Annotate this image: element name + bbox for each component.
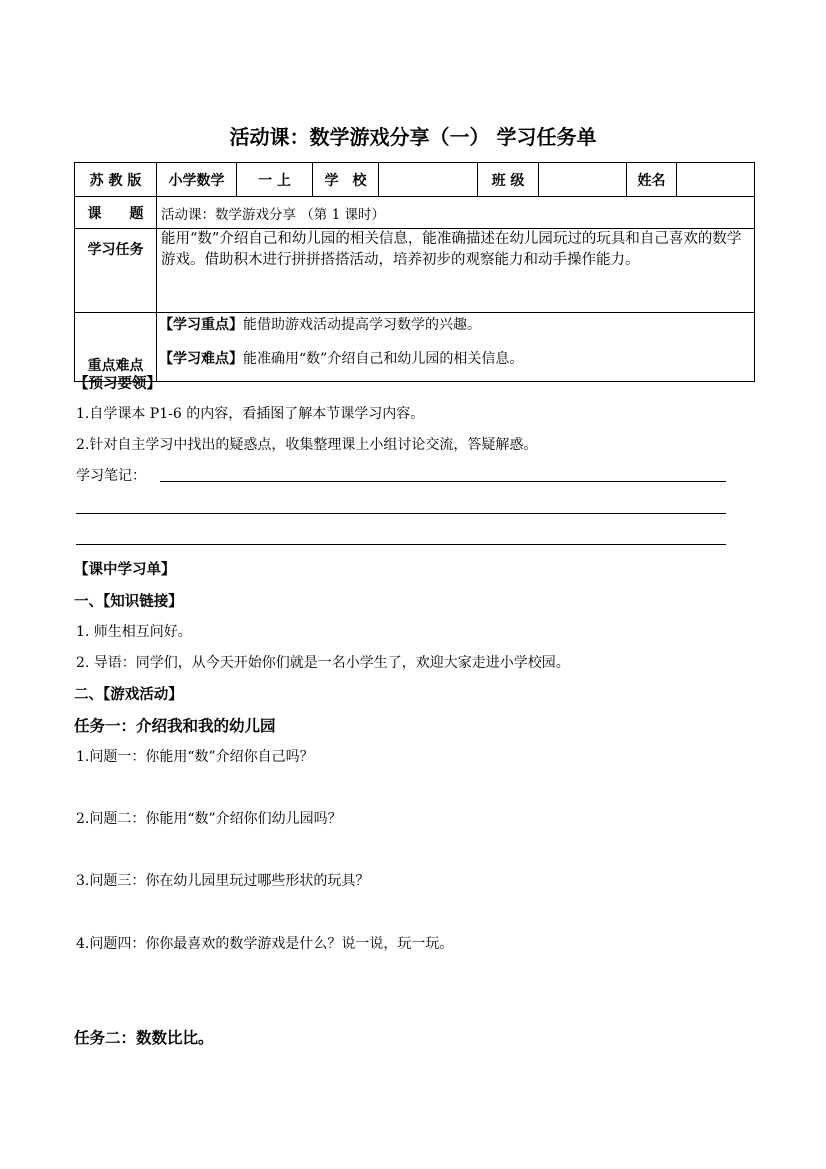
publisher-cell: 苏 教 版: [75, 163, 157, 197]
name-label: 姓名: [627, 163, 677, 197]
notes-line-2[interactable]: [76, 513, 726, 514]
school-label: 学 校: [313, 163, 379, 197]
question-3: 3.问题三：你在幼儿园里玩过哪些形状的玩具？: [76, 873, 370, 889]
subject-cell: 小学数学: [157, 163, 237, 197]
section1-item-2: 2. 导语：同学们，从今天开始你们就是一名小学生了，欢迎大家走进小学校园。: [76, 655, 570, 671]
topic-value: 活动课：数学游戏分享 （第 1 课时）: [157, 197, 755, 229]
grade-cell: 一 上: [237, 163, 313, 197]
key-label: 重点难点: [75, 313, 157, 382]
difficulty-line: [159, 349, 752, 369]
info-table: [74, 162, 755, 382]
preview-heading: 【预习要领】: [74, 376, 161, 392]
info-row-header: [75, 163, 755, 197]
difficulty-text: 能准确用“数”介绍自己和幼儿园的相关信息。: [243, 351, 524, 367]
class-field[interactable]: [539, 163, 627, 197]
key-points-cell: [157, 313, 755, 382]
question-1: 1.问题一：你能用“数”介绍你自己吗？: [76, 749, 314, 765]
page-title: 活动课：数学游戏分享（一） 学习任务单: [229, 125, 597, 149]
notes-line-1[interactable]: [160, 481, 726, 482]
info-row-topic: [75, 197, 755, 229]
in-class-heading: 【课中学习单】: [74, 562, 176, 578]
task2-heading: 任务二：数数比比。: [74, 1029, 214, 1047]
notes-line-3[interactable]: [76, 544, 726, 545]
notes-label: 学习笔记：: [76, 468, 146, 484]
section1-heading: 一、【知识链接】: [74, 594, 183, 610]
task-label: 学习任务: [75, 229, 157, 313]
preview-item-1: 1.自学课本 P1-6 的内容，看插图了解本节课学习内容。: [76, 406, 425, 422]
section2-heading: 二、【游戏活动】: [74, 687, 183, 703]
key-point-line: [159, 315, 752, 335]
name-field[interactable]: [677, 163, 755, 197]
task1-heading: 任务一：介绍我和我的幼儿园: [74, 717, 276, 735]
info-row-key-points: [75, 313, 755, 382]
preview-item-2: 2.针对自主学习中找出的疑惑点，收集整理课上小组讨论交流，答疑解惑。: [76, 437, 538, 453]
key-point-text: 能借助游戏活动提高学习数学的兴趣。: [243, 317, 481, 333]
question-2: 2.问题二：你能用“数”介绍你们幼儿园吗？: [76, 811, 342, 827]
difficulty-tag: 【学习难点】: [159, 351, 243, 367]
task-value: 能用“数”介绍自己和幼儿园的相关信息，能准确描述在幼儿园玩过的玩具和自己喜欢的数学游戏。借助积木进行拼拼搭搭活动，培养初步的观察能力和动手操作能力。: [157, 229, 755, 313]
key-point-tag: 【学习重点】: [159, 317, 243, 333]
class-label: 班 级: [478, 163, 539, 197]
topic-label: 课 题: [75, 197, 157, 229]
section1-item-1: 1. 师生相互问好。: [76, 624, 192, 640]
question-4: 4.问题四：你你最喜欢的数学游戏是什么？说一说，玩一玩。: [76, 936, 454, 952]
info-row-task: [75, 229, 755, 313]
school-field[interactable]: [379, 163, 478, 197]
